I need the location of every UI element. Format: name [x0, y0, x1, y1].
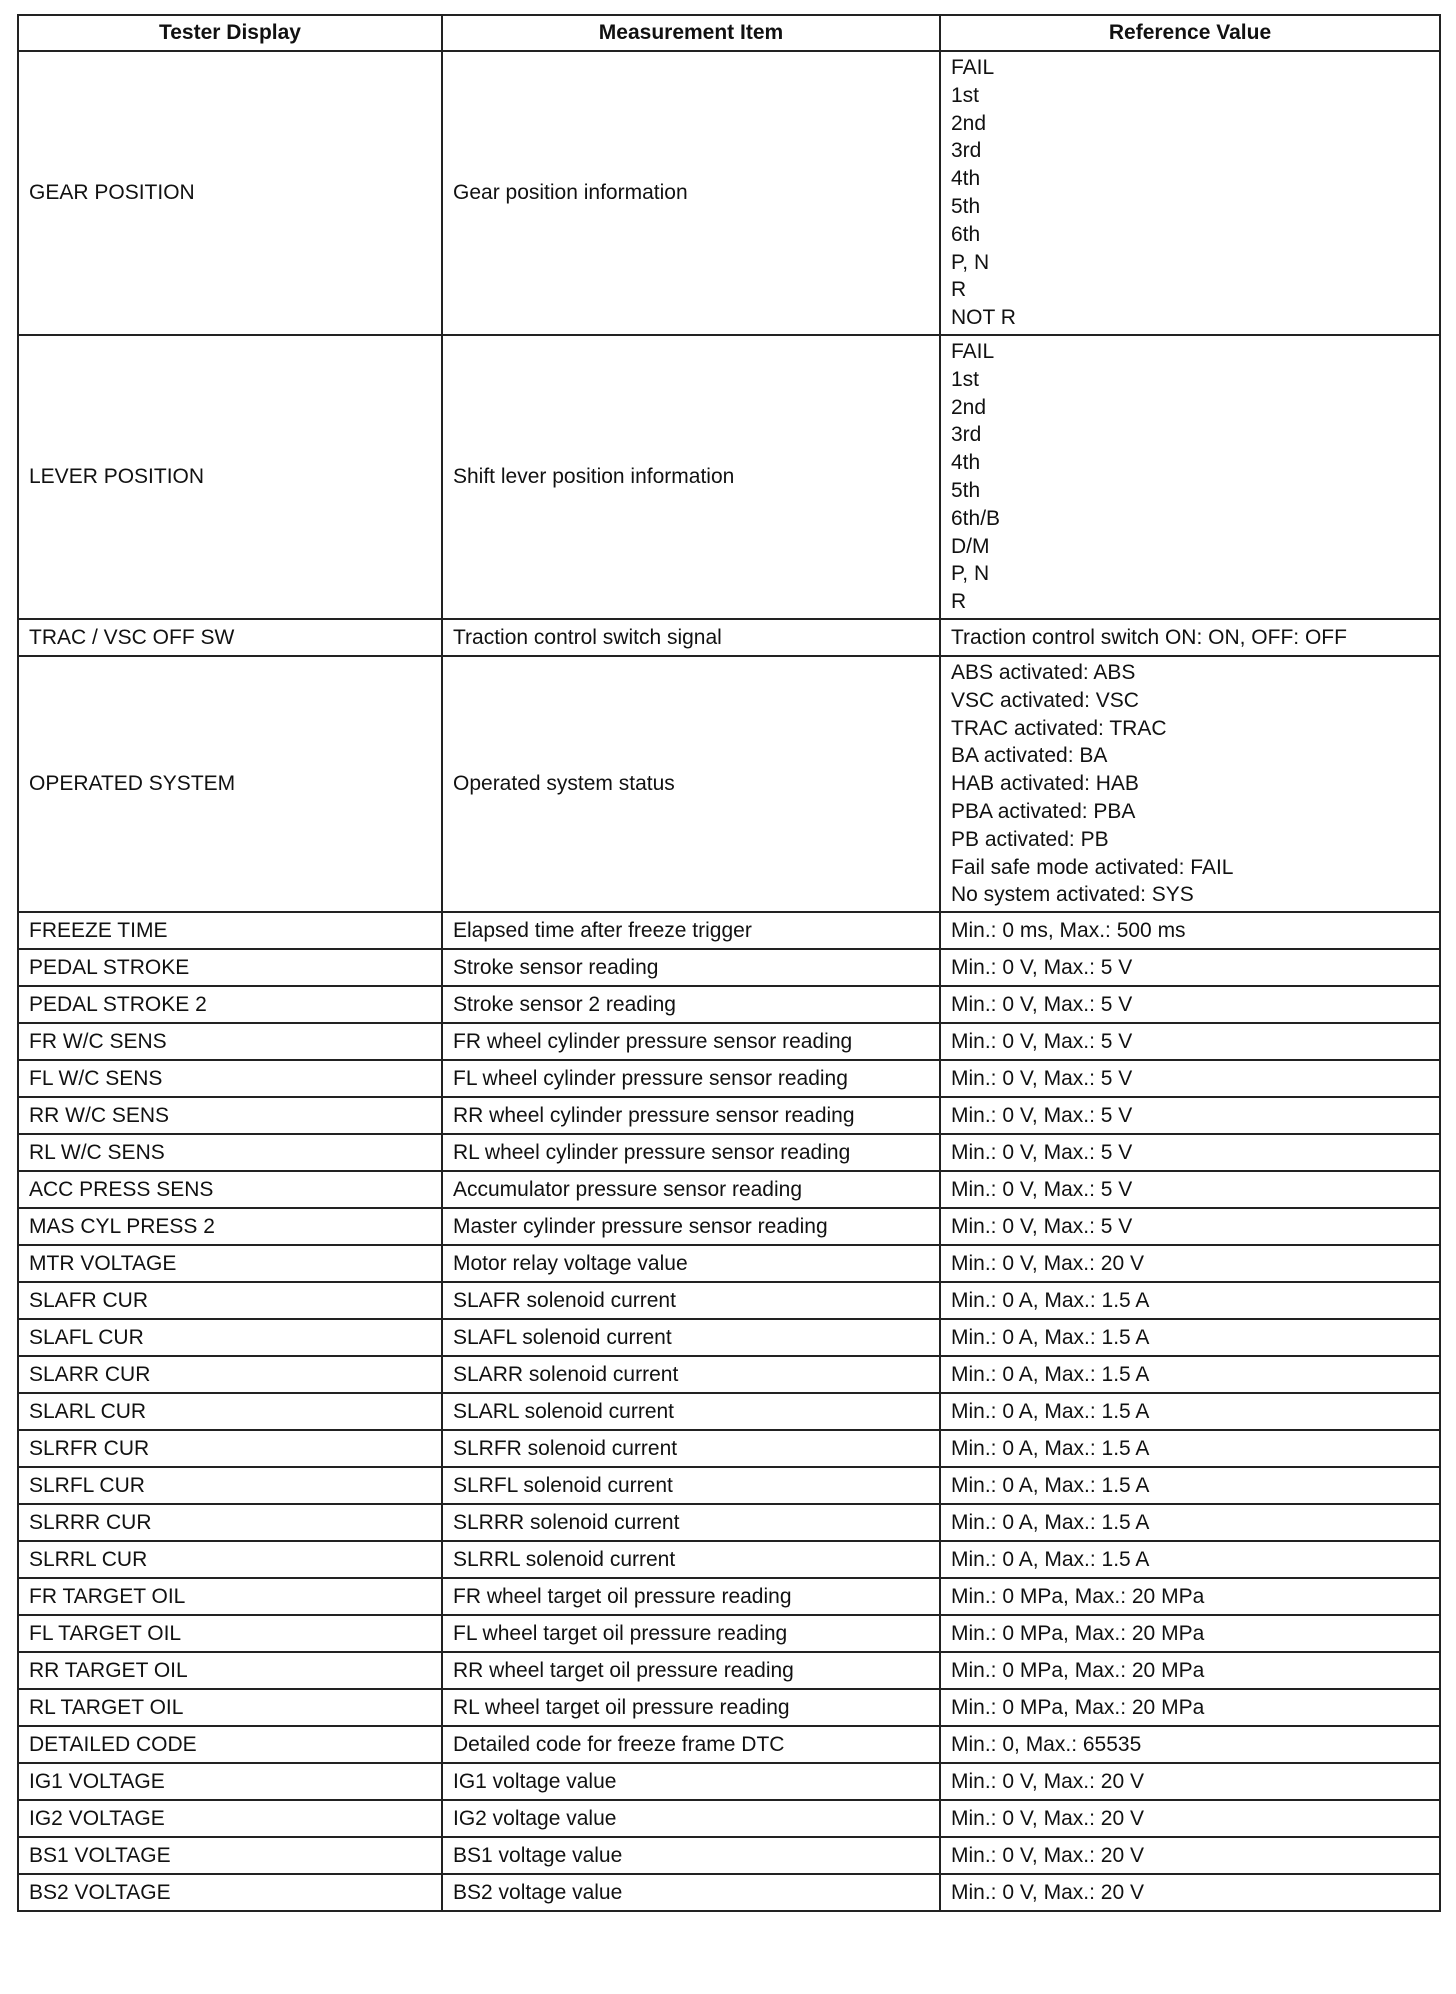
- reference-value-line: FAIL: [951, 339, 995, 363]
- reference-value-cell: [940, 1282, 1440, 1319]
- table-row: [18, 1023, 1440, 1060]
- reference-value-line: D/M: [951, 534, 990, 558]
- measurement-item-cell: SLRRR solenoid current: [442, 1504, 940, 1541]
- reference-value-line: 5th: [951, 478, 981, 502]
- measurement-item-cell: Motor relay voltage value: [442, 1245, 940, 1282]
- document-page: [17, 14, 1439, 1912]
- table-row: [18, 1615, 1440, 1652]
- tester-display-cell: FREEZE TIME: [18, 912, 442, 949]
- measurement-item-cell: Master cylinder pressure sensor reading: [442, 1208, 940, 1245]
- reference-value-line: P, N: [951, 250, 990, 274]
- reference-value-line: Min.: 0 A, Max.: 1.5 A: [951, 1547, 1150, 1571]
- header-tester-display: Tester Display: [18, 15, 442, 51]
- measurement-item-cell: RR wheel target oil pressure reading: [442, 1652, 940, 1689]
- table-row: [18, 1060, 1440, 1097]
- data-list-table: [17, 14, 1441, 1912]
- reference-value-cell: [940, 1652, 1440, 1689]
- reference-value-line: Min.: 0 A, Max.: 1.5 A: [951, 1473, 1150, 1497]
- measurement-item-cell: SLRFR solenoid current: [442, 1430, 940, 1467]
- reference-value-line: Min.: 0 V, Max.: 20 V: [951, 1769, 1144, 1793]
- tester-display-cell: RL TARGET OIL: [18, 1689, 442, 1726]
- reference-value-cell: [940, 1245, 1440, 1282]
- measurement-item-cell: IG2 voltage value: [442, 1800, 940, 1837]
- reference-value-line: Min.: 0 A, Max.: 1.5 A: [951, 1510, 1150, 1534]
- reference-value-cell: [940, 1541, 1440, 1578]
- reference-value-line: 2nd: [951, 111, 987, 135]
- reference-value-cell: [940, 1467, 1440, 1504]
- tester-display-cell: SLARR CUR: [18, 1356, 442, 1393]
- reference-value-cell: [940, 1800, 1440, 1837]
- measurement-item-cell: RR wheel cylinder pressure sensor reading: [442, 1097, 940, 1134]
- table-body: [18, 51, 1440, 1911]
- tester-display-cell: FR TARGET OIL: [18, 1578, 442, 1615]
- reference-value-line: Min.: 0 V, Max.: 5 V: [951, 1029, 1133, 1053]
- measurement-item-cell: Traction control switch signal: [442, 619, 940, 656]
- reference-value-cell: [940, 619, 1440, 656]
- measurement-item-cell: IG1 voltage value: [442, 1763, 940, 1800]
- tester-display-cell: LEVER POSITION: [18, 335, 442, 619]
- measurement-item-cell: BS1 voltage value: [442, 1837, 940, 1874]
- tester-display-cell: IG1 VOLTAGE: [18, 1763, 442, 1800]
- reference-value-line: PB activated: PB: [951, 827, 1109, 851]
- table-row: [18, 949, 1440, 986]
- reference-value-cell: [940, 1874, 1440, 1911]
- measurement-item-cell: SLAFL solenoid current: [442, 1319, 940, 1356]
- table-row: [18, 1800, 1440, 1837]
- tester-display-cell: PEDAL STROKE: [18, 949, 442, 986]
- reference-value-line: Min.: 0 MPa, Max.: 20 MPa: [951, 1621, 1205, 1645]
- reference-value-line: Min.: 0 V, Max.: 5 V: [951, 992, 1133, 1016]
- table-row: [18, 1430, 1440, 1467]
- reference-value-line: Min.: 0 V, Max.: 20 V: [951, 1843, 1144, 1867]
- measurement-item-cell: SLRRL solenoid current: [442, 1541, 940, 1578]
- reference-value-cell: [940, 1837, 1440, 1874]
- reference-value-line: 5th: [951, 194, 981, 218]
- reference-value-line: Min.: 0 V, Max.: 20 V: [951, 1806, 1144, 1830]
- reference-value-cell: [940, 1504, 1440, 1541]
- reference-value-line: Min.: 0 V, Max.: 5 V: [951, 1140, 1133, 1164]
- reference-value-cell: [940, 51, 1440, 335]
- reference-value-line: Min.: 0, Max.: 65535: [951, 1732, 1142, 1756]
- reference-value-line: FAIL: [951, 56, 995, 79]
- reference-value-line: Min.: 0 V, Max.: 5 V: [951, 1177, 1133, 1201]
- measurement-item-cell: FL wheel target oil pressure reading: [442, 1615, 940, 1652]
- reference-value-line: Min.: 0 ms, Max.: 500 ms: [951, 918, 1186, 942]
- reference-value-cell: [940, 1430, 1440, 1467]
- measurement-item-cell: FR wheel target oil pressure reading: [442, 1578, 940, 1615]
- tester-display-cell: GEAR POSITION: [18, 51, 442, 335]
- measurement-item-cell: Gear position information: [442, 51, 940, 335]
- reference-value-cell: [940, 1726, 1440, 1763]
- tester-display-cell: DETAILED CODE: [18, 1726, 442, 1763]
- table-row: [18, 1689, 1440, 1726]
- reference-value-cell: [940, 1023, 1440, 1060]
- reference-value-line: Min.: 0 A, Max.: 1.5 A: [951, 1288, 1150, 1312]
- measurement-item-cell: FR wheel cylinder pressure sensor reading: [442, 1023, 940, 1060]
- table-row: [18, 1652, 1440, 1689]
- table-row: [18, 656, 1440, 912]
- tester-display-cell: TRAC / VSC OFF SW: [18, 619, 442, 656]
- reference-value-cell: [940, 1689, 1440, 1726]
- tester-display-cell: SLAFL CUR: [18, 1319, 442, 1356]
- tester-display-cell: SLRRL CUR: [18, 1541, 442, 1578]
- reference-value-line: Min.: 0 MPa, Max.: 20 MPa: [951, 1584, 1205, 1608]
- measurement-item-cell: RL wheel target oil pressure reading: [442, 1689, 940, 1726]
- measurement-item-cell: SLAFR solenoid current: [442, 1282, 940, 1319]
- reference-value-line: Min.: 0 V, Max.: 20 V: [951, 1880, 1144, 1904]
- reference-value-line: PBA activated: PBA: [951, 799, 1136, 823]
- reference-value-line: Min.: 0 V, Max.: 20 V: [951, 1251, 1144, 1275]
- tester-display-cell: OPERATED SYSTEM: [18, 656, 442, 912]
- reference-value-line: 6th: [951, 222, 981, 246]
- table-header-row: [18, 15, 1440, 51]
- tester-display-cell: SLAFR CUR: [18, 1282, 442, 1319]
- measurement-item-cell: SLARL solenoid current: [442, 1393, 940, 1430]
- reference-value-line: Min.: 0 A, Max.: 1.5 A: [951, 1325, 1150, 1349]
- table-row: [18, 1245, 1440, 1282]
- measurement-item-cell: Operated system status: [442, 656, 940, 912]
- reference-value-line: 3rd: [951, 423, 982, 447]
- tester-display-cell: SLRRR CUR: [18, 1504, 442, 1541]
- table-row: [18, 1541, 1440, 1578]
- reference-value-cell: [940, 1578, 1440, 1615]
- tester-display-cell: ACC PRESS SENS: [18, 1171, 442, 1208]
- reference-value-cell: [940, 1060, 1440, 1097]
- reference-value-line: Fail safe mode activated: FAIL: [951, 855, 1234, 879]
- header-reference-value: Reference Value: [940, 15, 1440, 51]
- reference-value-line: ABS activated: ABS: [951, 660, 1136, 684]
- reference-value-line: 3rd: [951, 139, 982, 163]
- measurement-item-cell: BS2 voltage value: [442, 1874, 940, 1911]
- table-row: [18, 1393, 1440, 1430]
- reference-value-line: Min.: 0 A, Max.: 1.5 A: [951, 1436, 1150, 1460]
- reference-value-line: 6th/B: [951, 506, 1001, 530]
- reference-value-cell: [940, 1097, 1440, 1134]
- reference-value-cell: [940, 1171, 1440, 1208]
- tester-display-cell: FR W/C SENS: [18, 1023, 442, 1060]
- reference-value-line: Min.: 0 V, Max.: 5 V: [951, 955, 1133, 979]
- table-row: [18, 1763, 1440, 1800]
- table-row: [18, 619, 1440, 656]
- measurement-item-cell: Stroke sensor 2 reading: [442, 986, 940, 1023]
- table-row: [18, 1282, 1440, 1319]
- reference-value-line: Min.: 0 A, Max.: 1.5 A: [951, 1362, 1150, 1386]
- tester-display-cell: BS2 VOLTAGE: [18, 1874, 442, 1911]
- table-row: [18, 1171, 1440, 1208]
- reference-value-cell: [940, 1393, 1440, 1430]
- reference-value-cell: [940, 1208, 1440, 1245]
- header-measurement-item: Measurement Item: [442, 15, 940, 51]
- tester-display-cell: SLRFR CUR: [18, 1430, 442, 1467]
- reference-value-line: BA activated: BA: [951, 744, 1108, 768]
- reference-value-line: R: [951, 590, 967, 614]
- tester-display-cell: FL TARGET OIL: [18, 1615, 442, 1652]
- tester-display-cell: RR TARGET OIL: [18, 1652, 442, 1689]
- table-row: [18, 1837, 1440, 1874]
- measurement-item-cell: SLRFL solenoid current: [442, 1467, 940, 1504]
- reference-value-cell: [940, 986, 1440, 1023]
- reference-value-line: Min.: 0 MPa, Max.: 20 MPa: [951, 1695, 1205, 1719]
- tester-display-cell: MTR VOLTAGE: [18, 1245, 442, 1282]
- table-row: [18, 1874, 1440, 1911]
- reference-value-line: No system activated: SYS: [951, 883, 1194, 907]
- reference-value-line: TRAC activated: TRAC: [951, 716, 1167, 740]
- tester-display-cell: SLRFL CUR: [18, 1467, 442, 1504]
- table-row: [18, 1467, 1440, 1504]
- reference-value-line: R: [951, 278, 967, 302]
- measurement-item-cell: Stroke sensor reading: [442, 949, 940, 986]
- reference-value-line: NOT R: [951, 306, 1016, 330]
- measurement-item-cell: Elapsed time after freeze trigger: [442, 912, 940, 949]
- reference-value-cell: [940, 912, 1440, 949]
- tester-display-cell: SLARL CUR: [18, 1393, 442, 1430]
- measurement-item-cell: Shift lever position information: [442, 335, 940, 619]
- reference-value-line: 1st: [951, 367, 980, 391]
- table-row: [18, 912, 1440, 949]
- table-row: [18, 51, 1440, 335]
- reference-value-line: 4th: [951, 451, 981, 475]
- reference-value-cell: [940, 335, 1440, 619]
- table-row: [18, 1208, 1440, 1245]
- measurement-item-cell: Accumulator pressure sensor reading: [442, 1171, 940, 1208]
- measurement-item-cell: FL wheel cylinder pressure sensor reading: [442, 1060, 940, 1097]
- reference-value-cell: [940, 949, 1440, 986]
- tester-display-cell: IG2 VOLTAGE: [18, 1800, 442, 1837]
- table-row: [18, 1578, 1440, 1615]
- tester-display-cell: FL W/C SENS: [18, 1060, 442, 1097]
- reference-value-cell: [940, 1319, 1440, 1356]
- reference-value-line: P, N: [951, 562, 990, 586]
- reference-value-line: Min.: 0 V, Max.: 5 V: [951, 1103, 1133, 1127]
- reference-value-cell: [940, 656, 1440, 912]
- reference-value-cell: [940, 1356, 1440, 1393]
- reference-value-line: Min.: 0 MPa, Max.: 20 MPa: [951, 1658, 1205, 1682]
- reference-value-line: Min.: 0 V, Max.: 5 V: [951, 1066, 1133, 1090]
- reference-value-line: VSC activated: VSC: [951, 688, 1139, 712]
- table-row: [18, 1097, 1440, 1134]
- table-row: [18, 335, 1440, 619]
- reference-value-line: HAB activated: HAB: [951, 772, 1139, 796]
- measurement-item-cell: RL wheel cylinder pressure sensor reading: [442, 1134, 940, 1171]
- reference-value-cell: [940, 1134, 1440, 1171]
- measurement-item-cell: SLARR solenoid current: [442, 1356, 940, 1393]
- table-row: [18, 1504, 1440, 1541]
- tester-display-cell: RR W/C SENS: [18, 1097, 442, 1134]
- reference-value-line: 2nd: [951, 395, 987, 419]
- reference-value-line: Min.: 0 A, Max.: 1.5 A: [951, 1399, 1150, 1423]
- table-row: [18, 1319, 1440, 1356]
- table-row: [18, 986, 1440, 1023]
- reference-value-line: Traction control switch ON: ON, OFF: OFF: [951, 625, 1347, 649]
- tester-display-cell: RL W/C SENS: [18, 1134, 442, 1171]
- reference-value-line: Min.: 0 V, Max.: 5 V: [951, 1214, 1133, 1238]
- table-row: [18, 1726, 1440, 1763]
- reference-value-cell: [940, 1615, 1440, 1652]
- table-row: [18, 1356, 1440, 1393]
- table-row: [18, 1134, 1440, 1171]
- reference-value-line: 1st: [951, 83, 980, 107]
- reference-value-line: 4th: [951, 167, 981, 191]
- tester-display-cell: MAS CYL PRESS 2: [18, 1208, 442, 1245]
- reference-value-cell: [940, 1763, 1440, 1800]
- tester-display-cell: BS1 VOLTAGE: [18, 1837, 442, 1874]
- measurement-item-cell: Detailed code for freeze frame DTC: [442, 1726, 940, 1763]
- tester-display-cell: PEDAL STROKE 2: [18, 986, 442, 1023]
